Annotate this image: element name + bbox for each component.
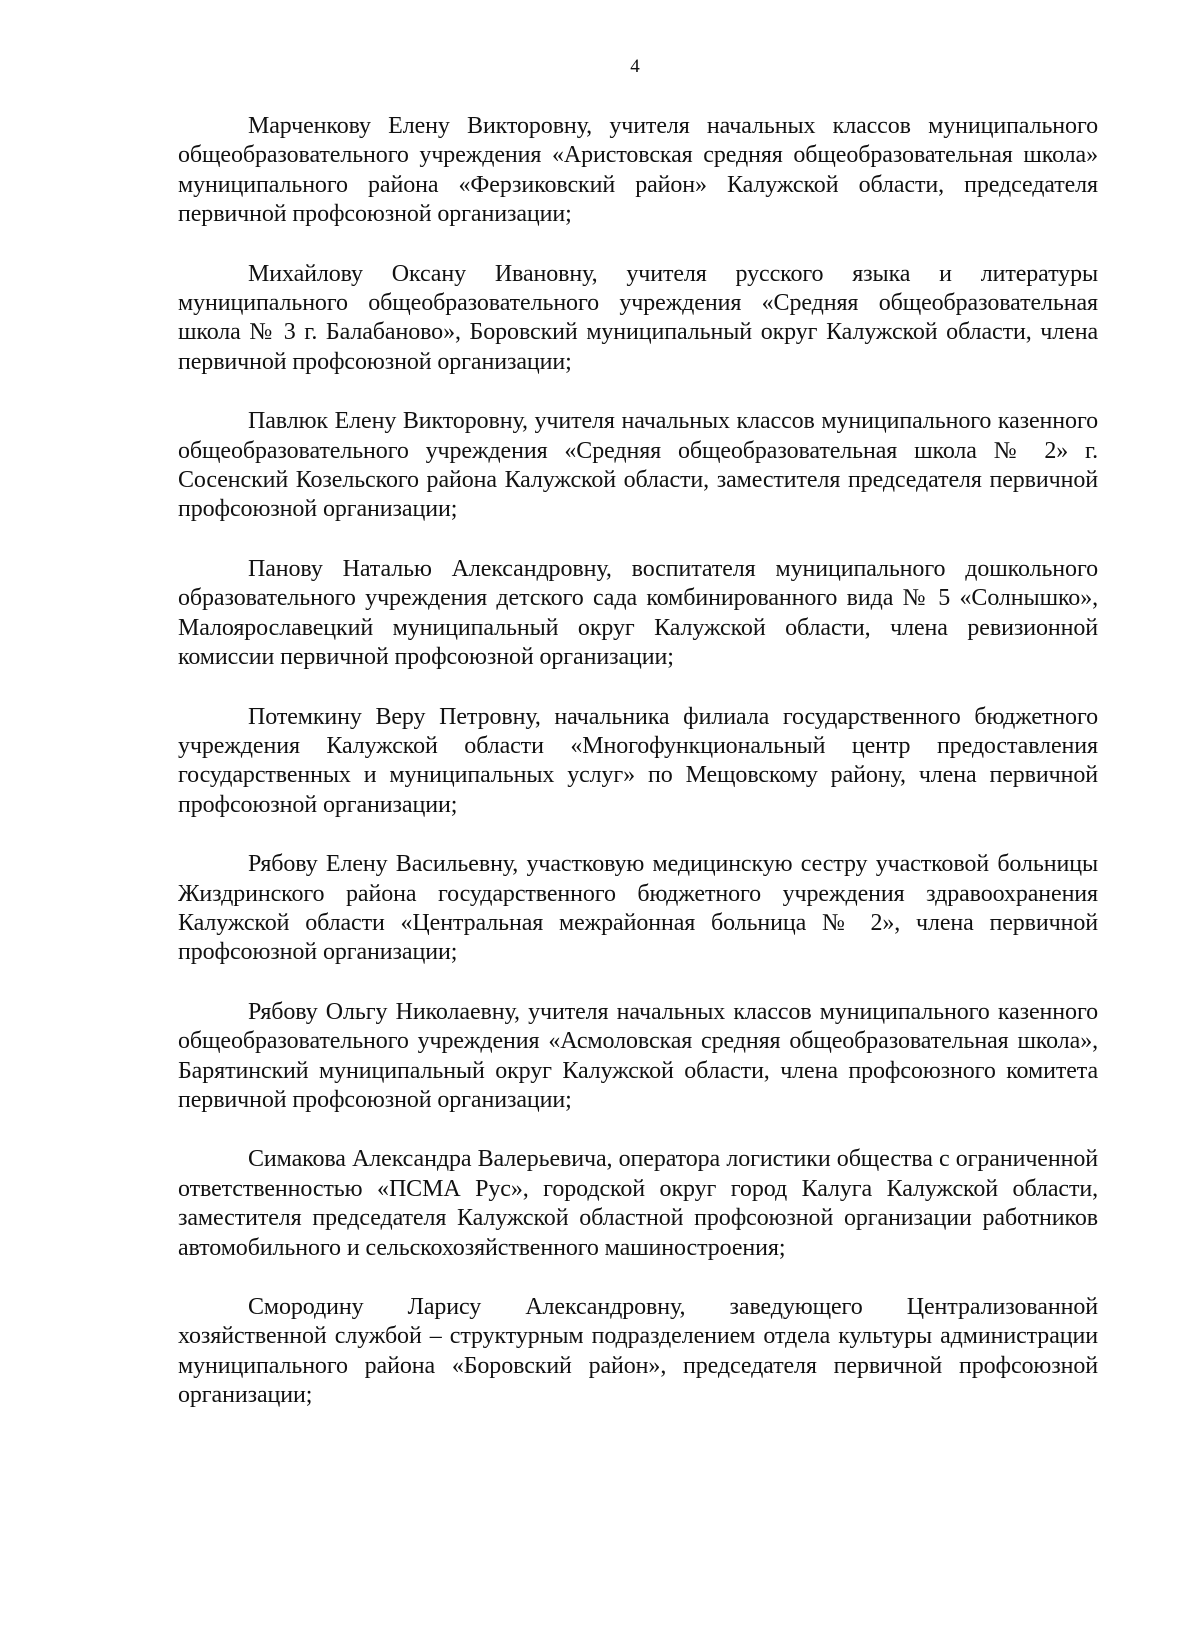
page-number: 4: [630, 56, 640, 77]
list-item: Панову Наталью Александровну, воспитателя муниципального дошкольного образовательного учреждения детского сада комбинированного вида № 5 «Солнышко», Малоярославецкий муниципальный округ Калужской области, члена ревизионной комиссии первичной профсоюзной организации;: [178, 555, 1098, 671]
list-item: Смородину Ларису Александровну, заведующего Централизованной хозяйственной службой – структурным подразделением отдела культуры администрации муниципального района «Боровский район», председателя первичной профсоюзной организации;: [178, 1294, 1098, 1409]
list-item: Симакова Александра Валерьевича, оператора логистики общества с ограниченной ответственностью «ПСМА Рус», городской округ город Калуга Калужской области, заместителя председателя Калужской областной профсоюзной организации работников автомобильного и сельскохозяйственного машиностроения;: [178, 1146, 1098, 1261]
document-body: [178, 112, 1098, 1441]
list-item: Рябову Ольгу Николаевну, учителя начальных классов муниципального казенного общеобразовательного учреждения «Асмоловская средняя общеобразовательная школа», Барятинский муниципальный округ Калужской области, члена профсоюзного комитета первичной профсоюзной организации;: [178, 998, 1098, 1113]
list-item: Рябову Елену Васильевну, участковую медицинскую сестру участковой больницы Жиздринского района государственного бюджетного учреждения здравоохранения Калужской области «Центральная межрайонная больница № 2», члена первичной профсоюзной организации;: [178, 851, 1098, 966]
list-item: Марченкову Елену Викторовну, учителя начальных классов муниципального общеобразовательного учреждения «Аристовская средняя общеобразовательная школа» муниципального района «Ферзиковский район» Калужской области, председателя первичной профсоюзной организации;: [178, 113, 1098, 228]
list-item: Михайлову Оксану Ивановну, учителя русского языка и литературы муниципального общеобразовательного учреждения «Средняя общеобразовательная школа № 3 г. Балабаново», Боровский муниципальный округ Калужской области, члена первичной профсоюзной организации;: [178, 260, 1098, 375]
list-item: Павлюк Елену Викторовну, учителя начальных классов муниципального казенного общеобразовательного учреждения «Средняя общеобразовательная школа № 2» г. Сосенский Козельского района Калужской области, заместителя председателя первичной профсоюзной организации;: [178, 408, 1098, 523]
list-item: Потемкину Веру Петровну, начальника филиала государственного бюджетного учреждения Калужской области «Многофункциональный центр предоставления государственных и муниципальных услуг» по Мещовскому району, члена первичной профсоюзной организации;: [178, 703, 1098, 818]
